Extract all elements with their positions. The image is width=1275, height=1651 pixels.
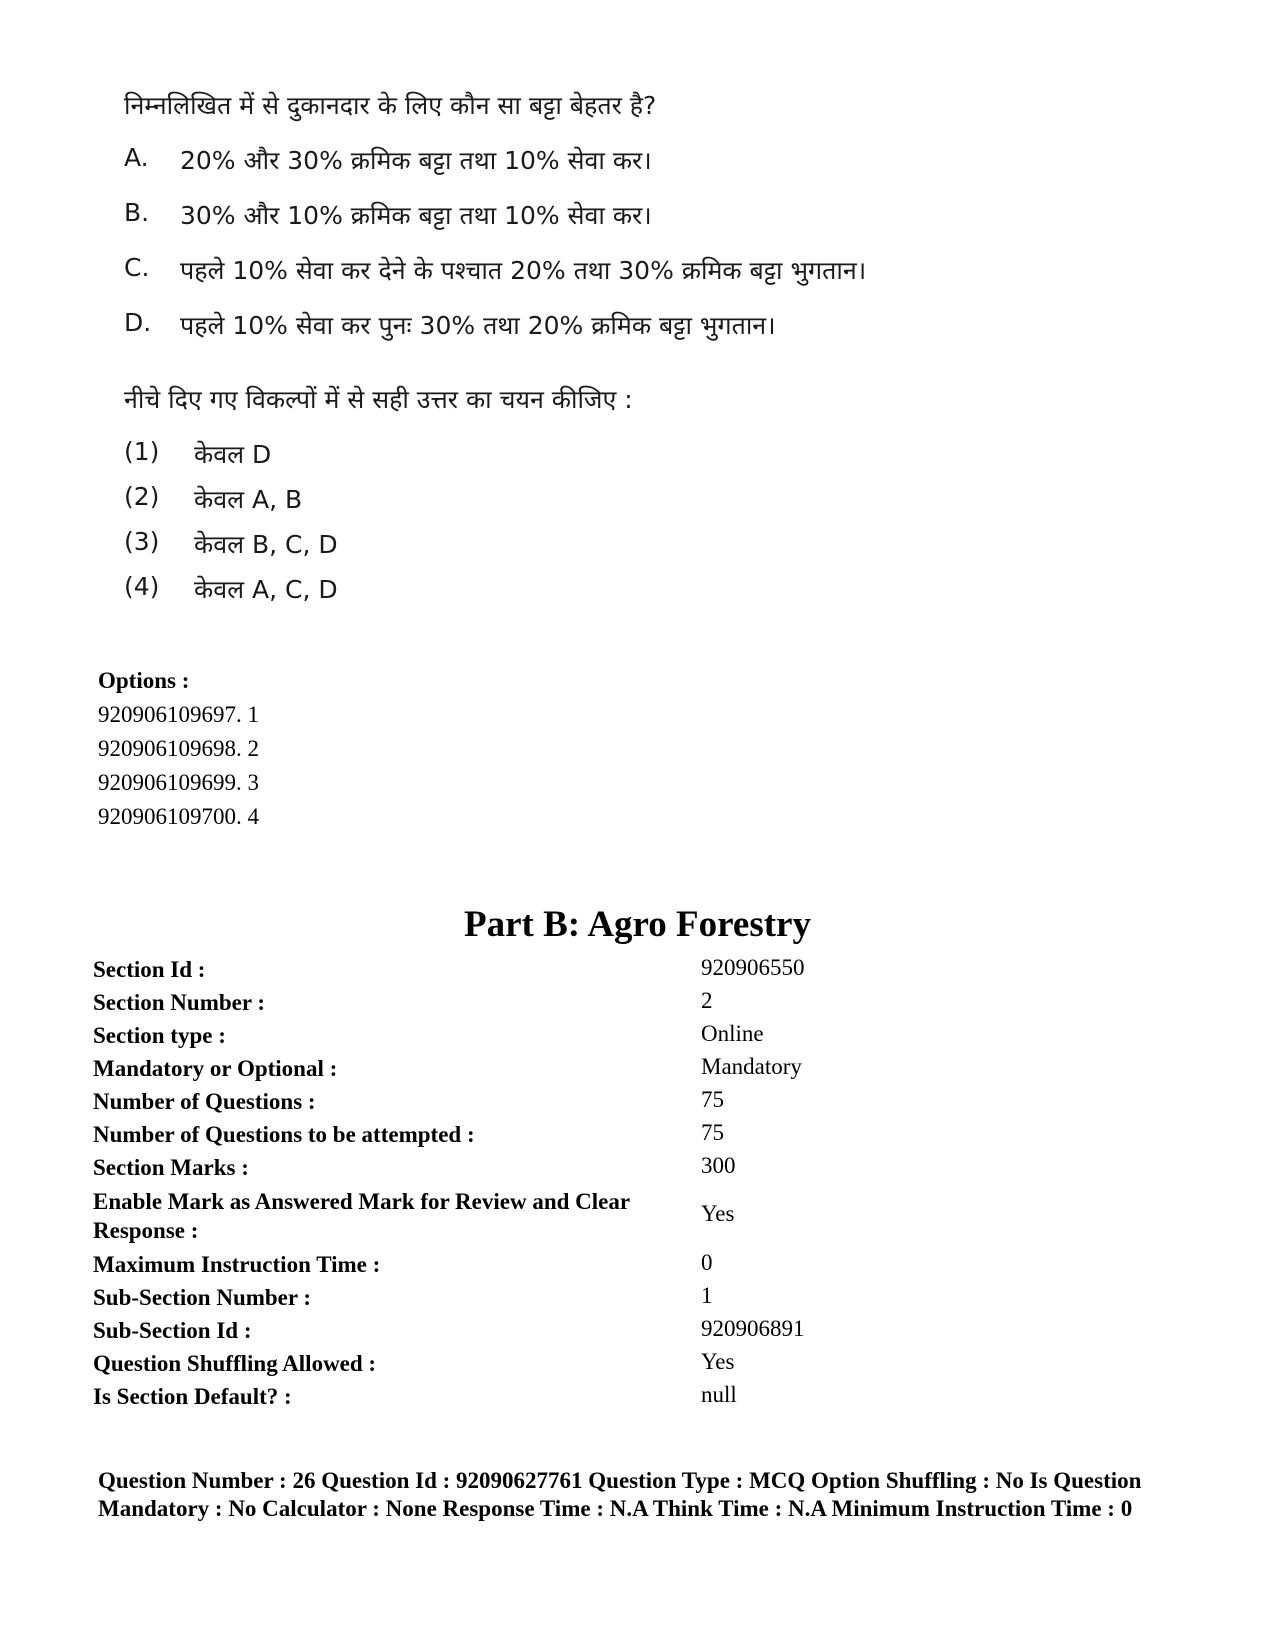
detail-value: Yes	[701, 1201, 735, 1226]
detail-key: Sub-Section Id :	[93, 1318, 252, 1343]
options-list	[98, 664, 259, 834]
detail-key: Section Id :	[93, 957, 206, 982]
choice-label: (2)	[124, 482, 160, 511]
detail-key: Section Marks :	[93, 1155, 249, 1180]
detail-key: Sub-Section Number :	[93, 1285, 312, 1310]
statement-label: A.	[124, 143, 149, 172]
detail-value: null	[701, 1382, 737, 1407]
statement-text: पहले 10% सेवा कर पुनः 30% तथा 20% क्रमिक बट्टा भुगतान।	[180, 311, 776, 340]
detail-key: Question Shuffling Allowed :	[93, 1351, 377, 1376]
choice-text: केवल A, C, D	[194, 575, 338, 604]
detail-key: Section Number :	[93, 990, 266, 1015]
choice-label: (1)	[124, 437, 160, 466]
options-heading: Options :	[98, 668, 190, 693]
detail-value: Yes	[701, 1349, 735, 1374]
detail-key: Enable Mark as Answered Mark for Review and Clear Response :	[93, 1189, 630, 1243]
detail-key: Maximum Instruction Time :	[93, 1252, 381, 1277]
option-item: 920906109699. 3	[98, 770, 259, 795]
detail-value: 75	[701, 1087, 724, 1112]
statement-label: B.	[124, 198, 150, 227]
detail-key: Section type :	[93, 1023, 226, 1048]
choice-text: केवल D	[194, 440, 272, 469]
question-text: निम्नलिखित में से दुकानदार के लिए कौन सा बट्टा बेहतर है?	[124, 91, 657, 120]
statement-label: C.	[124, 253, 150, 282]
detail-value: 2	[701, 988, 713, 1013]
detail-key: Is Section Default? :	[93, 1384, 292, 1409]
detail-value: 920906891	[701, 1316, 805, 1341]
detail-value: 0	[701, 1250, 713, 1275]
statement-text: 20% और 30% क्रमिक बट्टा तथा 10% सेवा कर।	[180, 146, 652, 175]
part-title: Part B: Agro Forestry	[464, 904, 811, 945]
option-item: 920906109700. 4	[98, 804, 259, 829]
statement-label: D.	[124, 308, 152, 337]
choice-label: (3)	[124, 527, 160, 556]
detail-key: Number of Questions :	[93, 1089, 316, 1114]
statement-text: पहले 10% सेवा कर देने के पश्चात 20% तथा 30% क्रमिक बट्टा भुगतान।	[180, 256, 867, 285]
option-item: 920906109697. 1	[98, 702, 259, 727]
detail-value: Mandatory	[701, 1054, 802, 1079]
statement-text: 30% और 10% क्रमिक बट्टा तथा 10% सेवा कर।	[180, 201, 652, 230]
question-info: Question Number : 26 Question Id : 92090627761 Question Type : MCQ Option Shuffling : No Is Question Mandatory : No Calculator : None Response Time : N.A Think Time : N.A Minimum Instruction Time : 0	[98, 1468, 1142, 1521]
option-item: 920906109698. 2	[98, 736, 259, 761]
detail-value: 300	[701, 1153, 736, 1178]
detail-value: 75	[701, 1120, 724, 1145]
choice-text: केवल A, B	[194, 485, 303, 514]
detail-key: Mandatory or Optional :	[93, 1056, 338, 1081]
detail-value: Online	[701, 1021, 764, 1046]
detail-key: Number of Questions to be attempted :	[93, 1122, 475, 1147]
detail-value: 920906550	[701, 955, 805, 980]
choice-label: (4)	[124, 572, 160, 601]
choice-text: केवल B, C, D	[194, 530, 338, 559]
detail-value: 1	[701, 1283, 713, 1308]
instruction-text: नीचे दिए गए विकल्पों में से सही उत्तर का चयन कीजिए :	[124, 385, 633, 414]
